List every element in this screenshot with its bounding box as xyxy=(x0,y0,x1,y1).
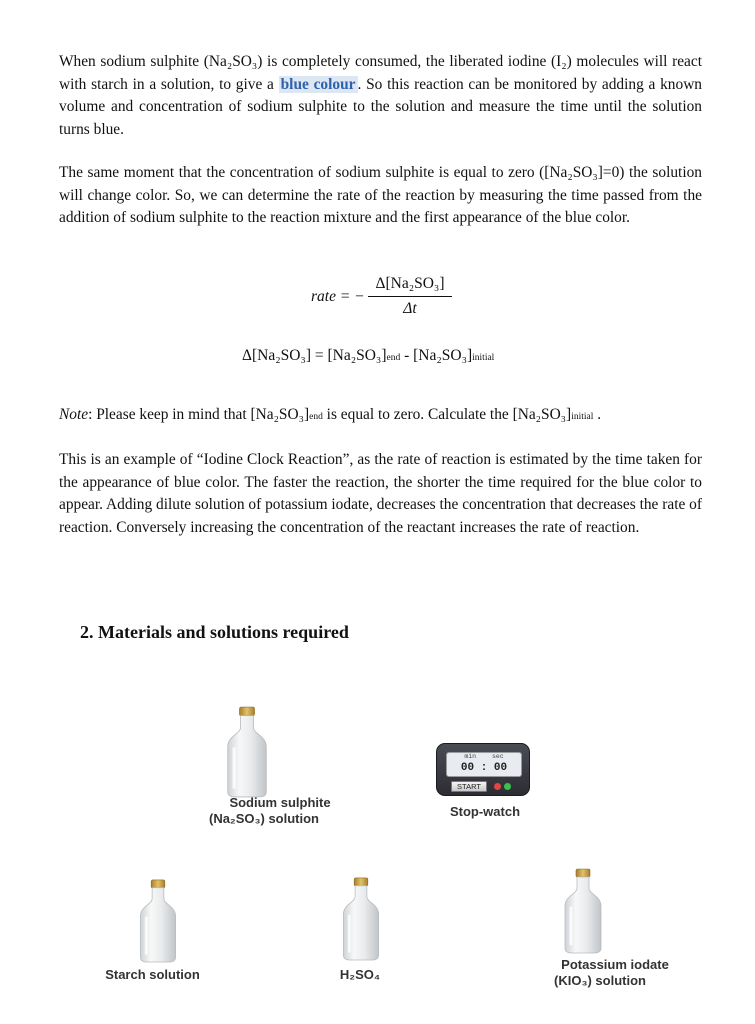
stopwatch-units xyxy=(447,753,521,761)
note-text: : Please keep in mind that [Na₂SO₃] xyxy=(88,406,310,423)
label-line: Potassium iodate xyxy=(561,957,669,972)
paragraph-text: When sodium sulphite (Na₂SO₃) is completely consumed, the liberated iodine (I₂) molecules will react with starch in a solution, to give a xyxy=(59,53,702,93)
potassium-iodate-label xyxy=(520,957,680,989)
sodium-sulphite-label xyxy=(150,795,410,827)
rate-equation-lhs: rate = − xyxy=(311,288,365,305)
paragraph-text: . So this reaction can be monitored by adding a known volume and concentration of sodium sulphite to the solution and measure the time until the solution turns blue. xyxy=(59,75,702,139)
note-text: . xyxy=(593,406,602,423)
stopwatch-label: Stop-watch xyxy=(449,804,521,819)
highlighted-term: blue colour xyxy=(280,75,356,93)
section-heading: 2. Materials and solutions required xyxy=(80,622,349,642)
rate-numerator: Δ[Na₂SO₃] xyxy=(375,275,445,292)
potassium-iodate-bottle-icon xyxy=(563,868,603,954)
label-line: (Na₂SO₃) solution xyxy=(208,811,319,826)
stopwatch-display xyxy=(446,752,522,777)
red-light-icon xyxy=(494,783,501,790)
subscript-end: end xyxy=(386,353,401,363)
sec-label: sec xyxy=(491,753,504,760)
delta-equation-initial-term: - [Na₂SO₃] xyxy=(400,347,473,364)
min-label: min xyxy=(464,753,477,760)
note-label: Note xyxy=(59,406,89,423)
sodium-sulphite-bottle-icon xyxy=(225,706,269,798)
label-line: (KIO₃) solution xyxy=(554,973,646,988)
sulfuric-acid-bottle-icon xyxy=(341,877,381,961)
rate-denominator: Δt xyxy=(403,300,417,317)
note-text: is equal to zero. Calculate the [Na₂SO₃] xyxy=(322,406,572,423)
stopwatch-time: 00 : 00 xyxy=(460,762,508,774)
delta-equation xyxy=(242,347,494,365)
fraction-bar xyxy=(368,296,452,297)
subscript-end: end xyxy=(309,412,323,422)
stopwatch-icon xyxy=(436,743,530,796)
stopwatch-start-button: START xyxy=(451,781,487,792)
starch-bottle-icon xyxy=(138,879,178,963)
subscript-initial: initial xyxy=(472,353,495,363)
starch-label: Starch solution xyxy=(105,967,200,982)
rate-fraction xyxy=(368,273,452,320)
sulfuric-acid-label: H₂SO₄ xyxy=(339,967,381,982)
paragraph-starch-reaction xyxy=(59,51,702,142)
subscript-initial: initial xyxy=(571,412,594,422)
note-line xyxy=(59,406,601,424)
green-light-icon xyxy=(504,783,511,790)
label-line: Sodium sulphite xyxy=(229,795,331,810)
delta-equation-lhs: Δ[Na₂SO₃] = [Na₂SO₃] xyxy=(242,347,387,364)
paragraph-rate-measurement: The same moment that the concentration of sodium sulphite is equal to zero ([Na₂SO₃]=0) the solution will change color. So, we can determine the rate of the reaction by measuring the time passed from the addition of sodium sulphite to the reaction mixture and the first appearance of the blue color. xyxy=(59,164,702,227)
paragraph-iodine-clock: This is an example of “Iodine Clock Reaction”, as the rate of reaction is estimated by the time taken for the appearance of blue color. The faster the reaction, the shorter the time required for the blue color to appear. Adding dilute solution of potassium iodate, decreases the concentration that decreases the rate of reaction. Conversely increasing the concentration of the reactant increases the rate of reaction. xyxy=(59,451,702,537)
